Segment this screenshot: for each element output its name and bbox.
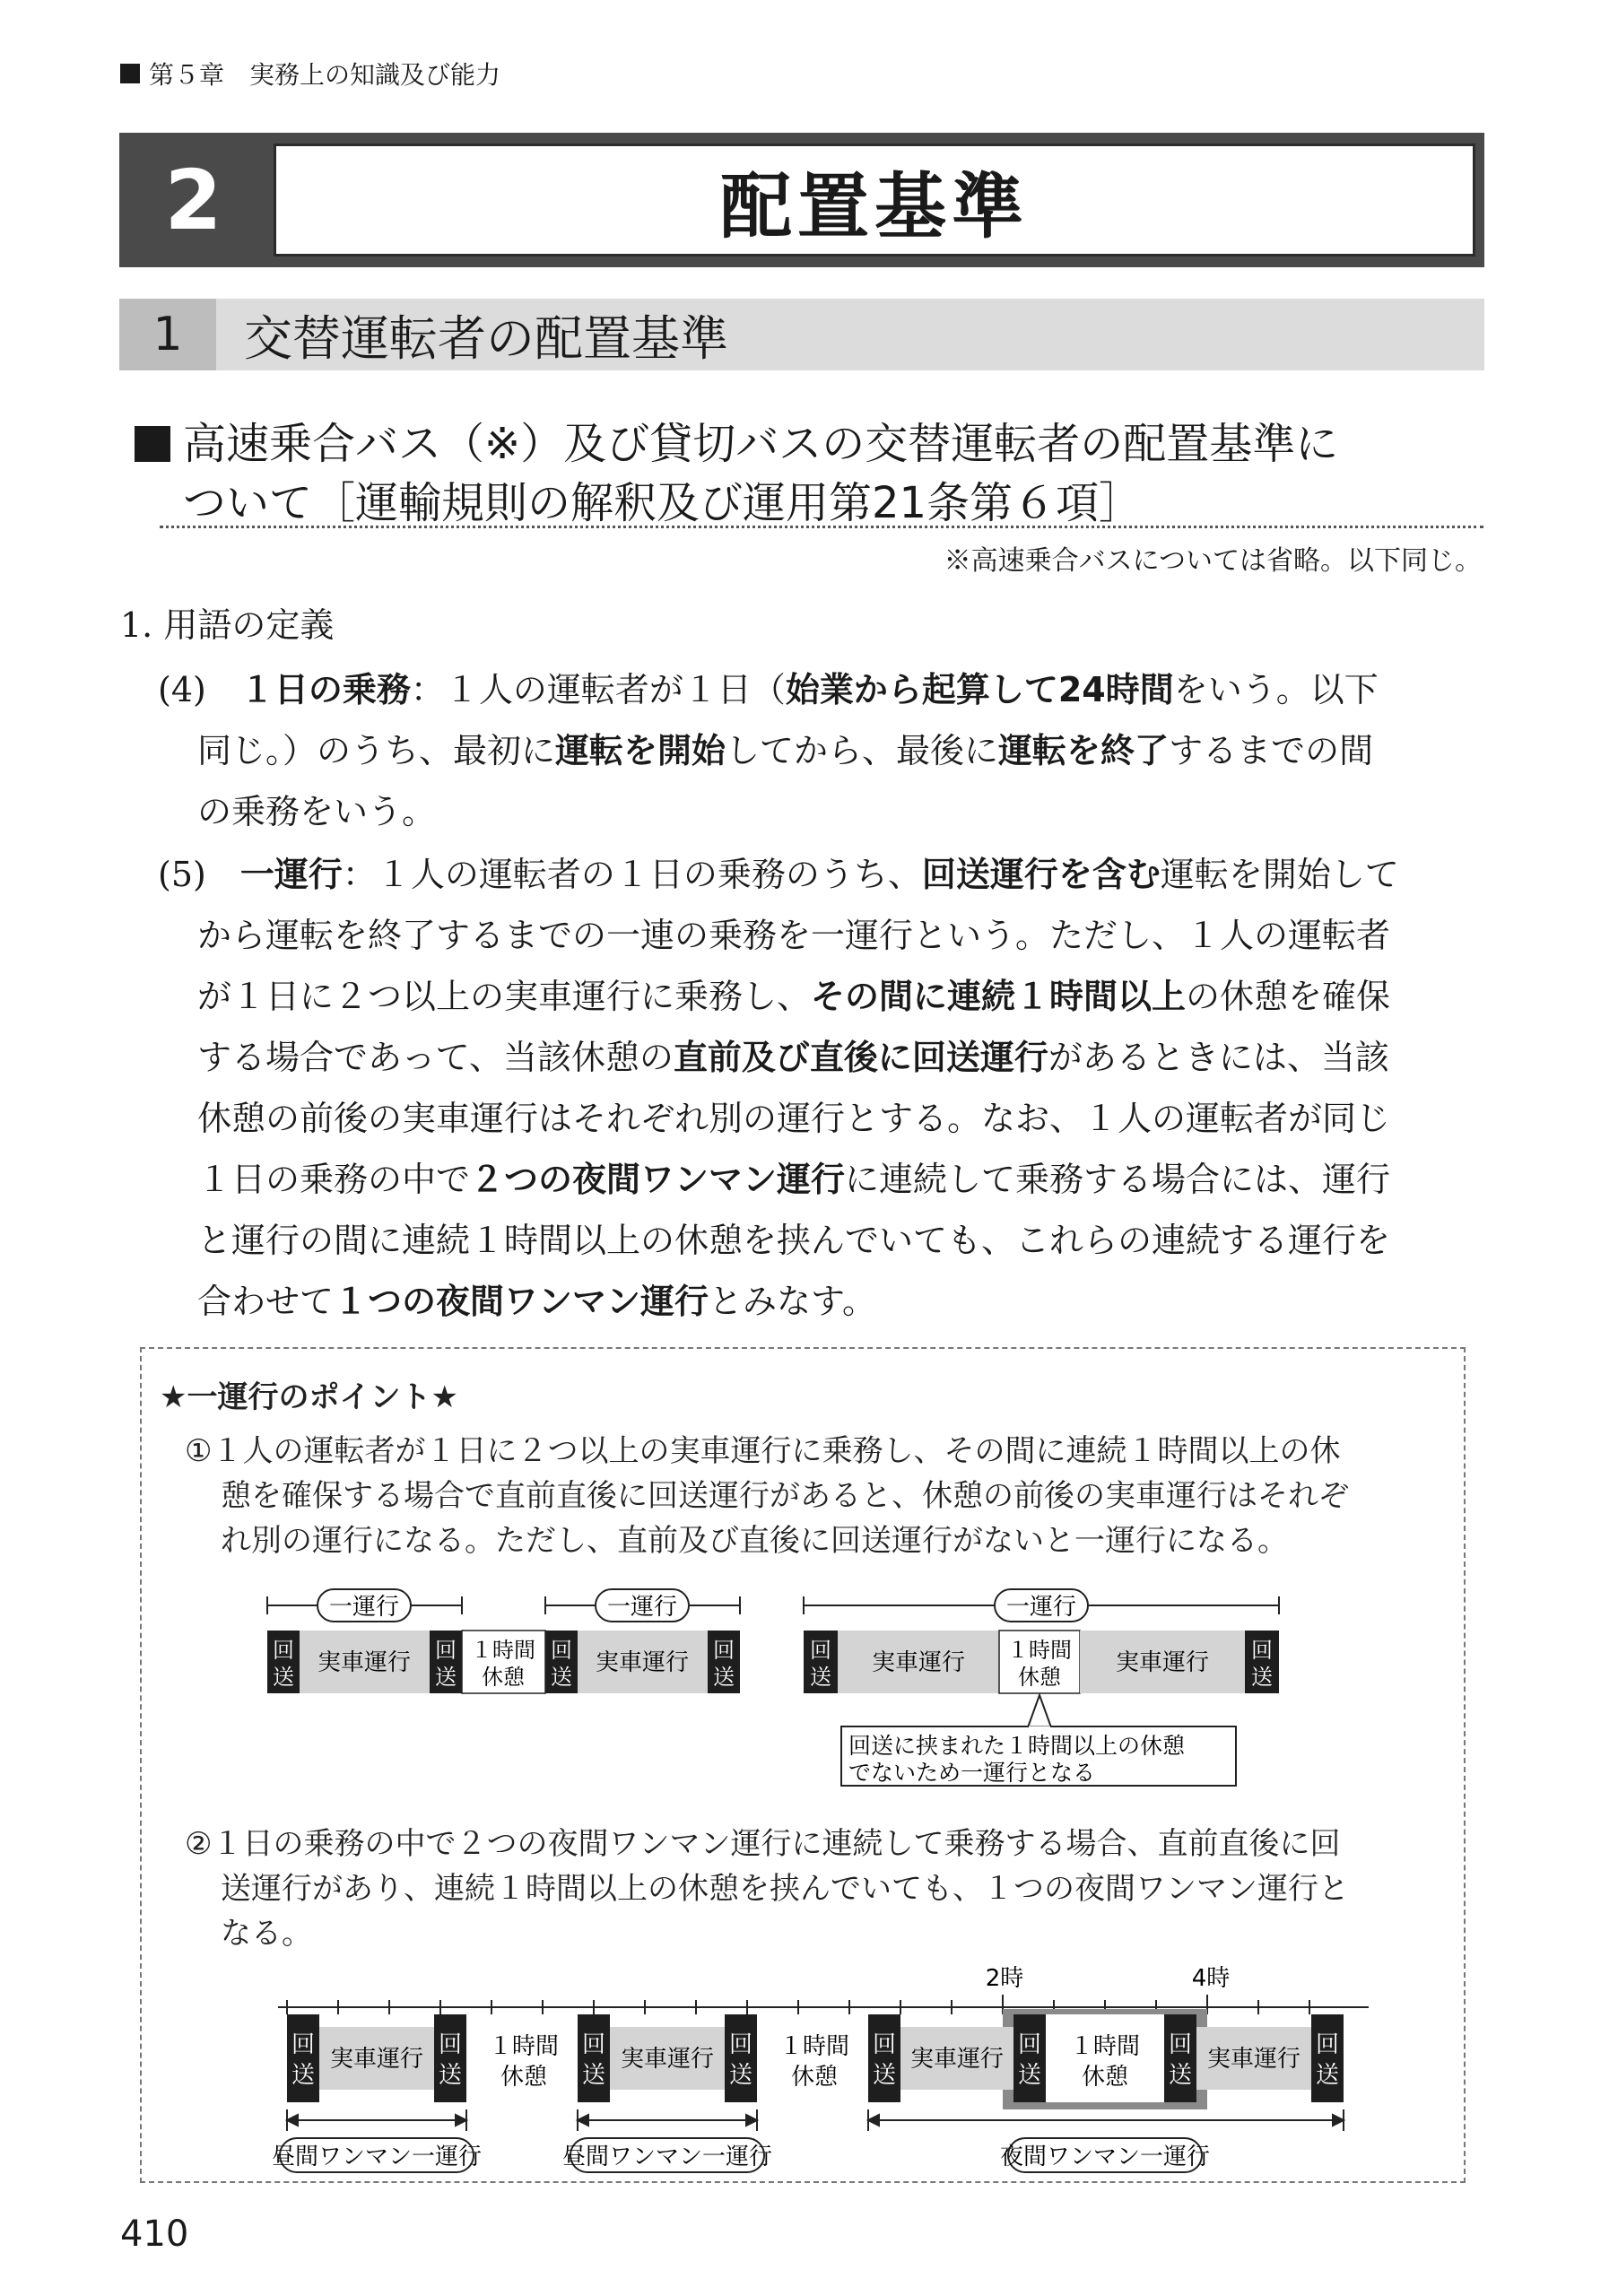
svg-text:１時間: １時間 bbox=[1069, 2033, 1141, 2060]
svg-text:送: 送 bbox=[438, 2062, 463, 2089]
svg-text:休憩: 休憩 bbox=[790, 2064, 839, 2091]
item5-line8: 合わせて１つの夜間ワンマン運行とみなす。 bbox=[197, 1282, 876, 1321]
jissha-label: 実車運行 bbox=[1206, 2046, 1301, 2073]
jissha-label: 実車運行 bbox=[1115, 1649, 1210, 1676]
svg-text:送: 送 bbox=[728, 2062, 753, 2089]
hour-2-label: 2時 bbox=[985, 1965, 1024, 1992]
jissha-label: 実車運行 bbox=[595, 1649, 690, 1676]
item5-line6: １日の乗務の中で２つの夜間ワンマン運行に連続して乗務する場合には、運行 bbox=[197, 1160, 1391, 1199]
svg-text:回: 回 bbox=[1315, 2031, 1340, 2058]
item5-line4: する場合であって、当該休憩の直前及び直後に回送運行があるときには、当該 bbox=[197, 1038, 1389, 1077]
jissha-label: 実車運行 bbox=[871, 1649, 966, 1676]
svg-text:１時間: １時間 bbox=[471, 1638, 535, 1663]
svg-text:回: 回 bbox=[291, 2031, 316, 2058]
svg-text:送: 送 bbox=[273, 1665, 294, 1690]
callout-line-1: 回送に挟まれた１時間以上の休憩 bbox=[848, 1733, 1186, 1759]
svg-text:送: 送 bbox=[551, 1665, 572, 1690]
subheading bbox=[135, 414, 1480, 533]
left-one-run-bracket bbox=[267, 1589, 462, 1622]
svg-text:回: 回 bbox=[872, 2031, 897, 2058]
svg-text:１時間: １時間 bbox=[1007, 1638, 1072, 1663]
section-number: 1 bbox=[119, 299, 216, 370]
svg-text:回: 回 bbox=[1168, 2031, 1193, 2058]
jissha-label: 実車運行 bbox=[620, 2046, 715, 2073]
svg-text:送: 送 bbox=[872, 2062, 897, 2089]
point1-line2: 憩を確保する場合で直前直後に回送運行があると、休憩の前後の実車運行はそれぞ bbox=[221, 1478, 1349, 1514]
svg-text:回: 回 bbox=[581, 2031, 606, 2058]
svg-text:送: 送 bbox=[435, 1665, 457, 1690]
one-run-label: 一運行 bbox=[1005, 1594, 1077, 1621]
timeline-blocks bbox=[287, 2014, 1344, 2102]
svg-text:休憩: 休憩 bbox=[1018, 1665, 1061, 1690]
callout bbox=[841, 1695, 1236, 1786]
svg-text:送: 送 bbox=[1168, 2062, 1193, 2089]
svg-text:送: 送 bbox=[713, 1665, 735, 1690]
svg-text:送: 送 bbox=[291, 2062, 316, 2089]
svg-text:送: 送 bbox=[1251, 1665, 1273, 1690]
item5-line1: (5) 一運行：１人の運転者の１日の乗務のうち、回送運行を含む運転を開始して bbox=[158, 855, 1399, 894]
chapter-title: 配置基準 bbox=[274, 144, 1475, 257]
point1-line3: れ別の運行になる。ただし、直前及び直後に回送運行がないと一運行になる。 bbox=[221, 1523, 1288, 1559]
svg-text:回: 回 bbox=[1251, 1638, 1273, 1663]
header-square-icon bbox=[120, 64, 140, 83]
svg-text:送: 送 bbox=[1315, 2062, 1340, 2089]
item4-line1: (4) １日の乗務：１人の運転者が１日（始業から起算して24時間をいう。以下 bbox=[158, 670, 1379, 709]
dotted-divider bbox=[160, 526, 1483, 528]
subhead-line-2: ついて［運輸規則の解釈及び運用第21条第６項］ bbox=[183, 478, 1143, 528]
one-run-label: 一運行 bbox=[606, 1594, 678, 1621]
day-run-label: 昼間ワンマン一運行 bbox=[561, 2144, 773, 2170]
left-one-run-bracket-2 bbox=[545, 1589, 740, 1622]
point2-line1: ②１日の乗務の中で２つの夜間ワンマン運行に連続して乗務する場合、直前直後に回 bbox=[185, 1826, 1341, 1862]
item5-line5: 休憩の前後の実車運行はそれぞれ別の運行とする。なお、１人の運転者が同じ bbox=[197, 1099, 1391, 1138]
page-number: 410 bbox=[120, 2213, 189, 2255]
left-timeline bbox=[267, 1631, 740, 1693]
svg-text:回: 回 bbox=[273, 1638, 294, 1663]
one-run-label: 一運行 bbox=[328, 1594, 400, 1621]
svg-text:１時間: １時間 bbox=[488, 2033, 560, 2060]
svg-text:送: 送 bbox=[581, 2062, 606, 2089]
item5-line7: と運行の間に連続１時間以上の休憩を挟んでいても、これらの連続する運行を bbox=[197, 1221, 1391, 1260]
jissha-label: 実車運行 bbox=[329, 2046, 424, 2073]
callout-line-2: でないため一運行となる bbox=[848, 1760, 1096, 1786]
diagram-night-run bbox=[269, 1955, 1399, 2179]
point2-line2: 送運行があり、連続１時間以上の休憩を挟んでいても、１つの夜間ワンマン運行と bbox=[221, 1871, 1349, 1907]
footnote-remark: ※高速乗合バスについては省略。以下同じ。 bbox=[944, 545, 1482, 577]
svg-text:回: 回 bbox=[438, 2031, 463, 2058]
subhead-square-icon bbox=[135, 426, 170, 462]
jissha-label: 実車運行 bbox=[317, 1649, 412, 1676]
definitions-heading: 1. 用語の定義 bbox=[120, 605, 335, 645]
jissha-label: 実車運行 bbox=[909, 2046, 1005, 2073]
svg-text:送: 送 bbox=[1017, 2062, 1042, 2089]
day-run-label: 昼間ワンマン一運行 bbox=[271, 2144, 483, 2170]
svg-text:回: 回 bbox=[810, 1638, 831, 1663]
svg-text:回: 回 bbox=[435, 1638, 457, 1663]
item4-line2: 同じ。）のうち、最初に運転を開始してから、最後に運転を終了するまでの間 bbox=[197, 731, 1374, 770]
item5-line3: が１日に２つ以上の実車運行に乗務し、その間に連続１時間以上の休憩を確保 bbox=[197, 977, 1391, 1016]
point1-line1: ①１人の運転者が１日に２つ以上の実車運行に乗務し、その間に連続１時間以上の休 bbox=[185, 1433, 1341, 1469]
diagram-split-runs bbox=[260, 1578, 1300, 1812]
svg-text:休憩: 休憩 bbox=[1081, 2064, 1129, 2091]
svg-text:回: 回 bbox=[713, 1638, 735, 1663]
svg-text:回: 回 bbox=[1017, 2031, 1042, 2058]
svg-text:１時間: １時間 bbox=[779, 2033, 850, 2060]
running-header-text: 第５章 実務上の知識及び能力 bbox=[149, 60, 501, 90]
item5-line2: から運転を終了するまでの一連の乗務を一運行という。ただし、１人の運転者 bbox=[197, 916, 1391, 955]
right-timeline bbox=[804, 1631, 1279, 1693]
point-title: ★一運行のポイント★ bbox=[160, 1379, 458, 1415]
svg-text:回: 回 bbox=[728, 2031, 753, 2058]
chapter-number: 2 bbox=[164, 152, 222, 248]
night-run-label: 夜間ワンマン一運行 bbox=[999, 2144, 1211, 2170]
run-labels bbox=[272, 2138, 1210, 2172]
point2-line3: なる。 bbox=[221, 1916, 312, 1952]
section-title: 交替運転者の配置基準 bbox=[244, 309, 728, 367]
item4-line3: の乗務をいう。 bbox=[197, 792, 437, 831]
running-header bbox=[120, 56, 500, 91]
run-arrows bbox=[287, 2109, 1344, 2131]
svg-text:休憩: 休憩 bbox=[500, 2064, 548, 2091]
subhead-line-1: 高速乗合バス（※）及び貸切バスの交替運転者の配置基準に bbox=[183, 419, 1339, 469]
svg-text:送: 送 bbox=[810, 1665, 831, 1690]
right-one-run-bracket bbox=[804, 1589, 1279, 1622]
svg-text:回: 回 bbox=[551, 1638, 572, 1663]
svg-text:休憩: 休憩 bbox=[482, 1665, 525, 1690]
hour-4-label: 4時 bbox=[1191, 1965, 1231, 1992]
